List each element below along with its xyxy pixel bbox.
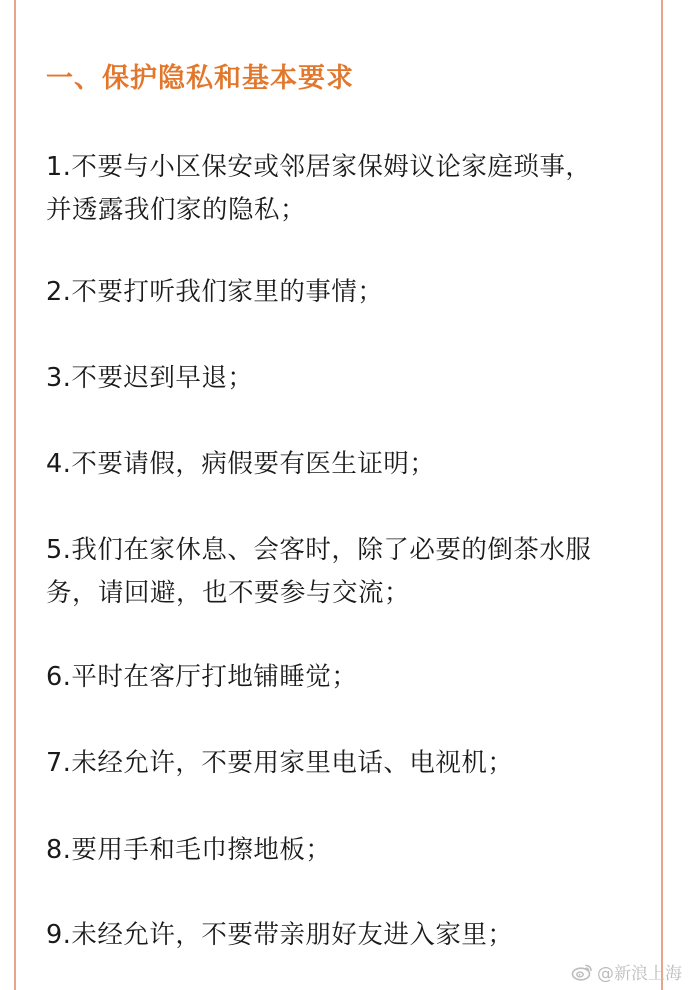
section-heading: 一、保护隐私和基本要求: [46, 63, 354, 94]
rule-item-8-line-1: 8.要用手和毛巾擦地板；: [46, 835, 332, 865]
rule-item-1-line-1: 1.不要与小区保安或邻居家保姆议论家庭琐事，: [46, 152, 592, 182]
rule-item-1: [46, 146, 646, 232]
right-border-line: [661, 0, 663, 990]
weibo-logo-icon: [571, 963, 593, 981]
rule-item-2-line-1: 2.不要打听我们家里的事情；: [46, 277, 384, 307]
rule-item-4: [46, 443, 646, 486]
rule-item-5-line-1: 5.我们在家休息、会客时，除了必要的倒茶水服: [46, 535, 592, 565]
rule-item-5-line-2: 务，请回避，也不要参与交流；: [46, 578, 411, 608]
watermark-text: @新浪上海: [597, 964, 682, 984]
left-border-line: [14, 0, 16, 990]
rule-item-2: [46, 271, 646, 314]
rule-item-7: [46, 742, 646, 785]
watermark: [571, 959, 682, 984]
rule-item-8: [46, 829, 646, 872]
rule-item-7-line-1: 7.未经允许，不要用家里电话、电视机；: [46, 748, 514, 778]
rule-item-3: [46, 357, 646, 400]
rule-item-3-line-1: 3.不要迟到早退；: [46, 363, 254, 393]
rule-item-4-line-1: 4.不要请假，病假要有医生证明；: [46, 449, 436, 479]
rule-item-1-line-2: 并透露我们家的隐私；: [46, 195, 307, 225]
rule-item-6-line-1: 6.平时在客厅打地铺睡觉；: [46, 662, 358, 692]
rule-item-5: [46, 529, 646, 615]
rule-item-6: [46, 656, 646, 699]
rule-item-9-line-1: 9.未经允许，不要带亲朋好友进入家里；: [46, 920, 514, 950]
rule-item-9: [46, 914, 646, 957]
